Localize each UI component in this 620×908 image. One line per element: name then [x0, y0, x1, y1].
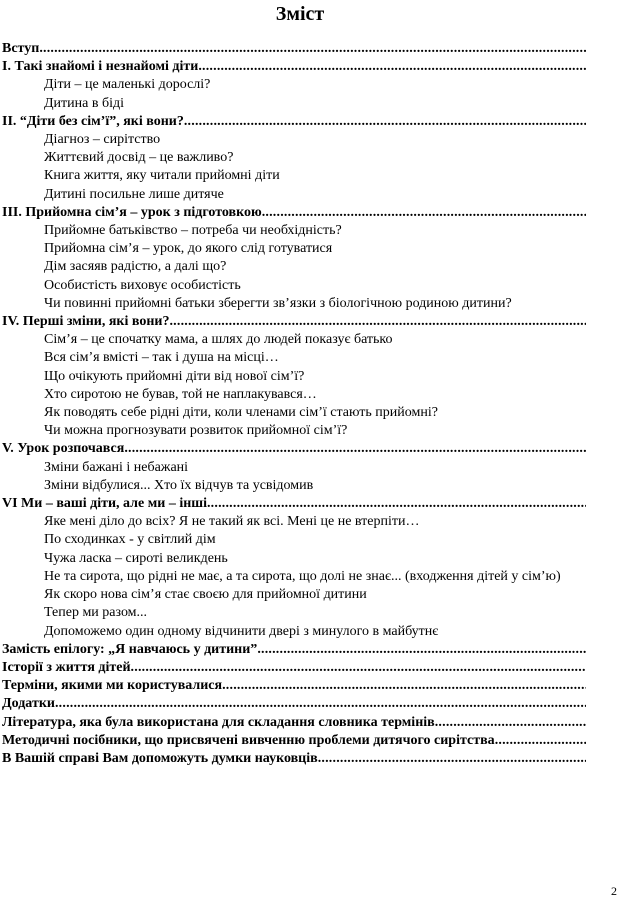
toc-subsection — [2, 149, 586, 167]
toc-subsection — [2, 95, 586, 113]
toc-entry-text: Що очікують прийомні діти від нової сім’ї? — [44, 368, 305, 384]
toc-section — [2, 714, 586, 732]
toc-section — [2, 40, 586, 58]
toc-entry-text: Дитина в біді — [44, 95, 124, 111]
toc-subsection — [2, 404, 586, 422]
toc-subsection — [2, 568, 586, 586]
toc-leader-dots — [257, 641, 586, 659]
toc-section — [2, 58, 586, 76]
toc-section — [2, 440, 586, 458]
toc-entry-text: Як скоро нова сім’я стає своєю для прийомної дитини — [44, 587, 367, 603]
toc-subsection — [2, 586, 586, 604]
toc-section — [2, 695, 586, 713]
toc-subsection — [2, 513, 586, 531]
toc-entry-text: Хто сиротою не бував, той не наплакувався… — [44, 386, 317, 402]
toc-entry-text: III. Прийомна сім’я – урок з підготовкою — [2, 204, 262, 220]
toc-section — [2, 677, 586, 695]
toc-entry-text: Чужа ласка – сироті великдень — [44, 550, 228, 566]
toc-entry-text: Прийомна сім’я – урок, до якого слід готуватися — [44, 241, 333, 257]
toc-leader-dots — [435, 714, 586, 732]
toc-subsection — [2, 222, 586, 240]
toc-subsection — [2, 422, 586, 440]
toc-entry-text: Тепер ми разом... — [44, 605, 148, 621]
toc-subsection — [2, 531, 586, 549]
toc-entry-text: Допоможемо один одному відчинити двері з минулого в майбутнє — [44, 623, 439, 639]
toc-entry-text: Зміни відбулися... Хто їх відчув та усвідомив — [44, 477, 314, 493]
toc-leader-dots — [222, 677, 586, 695]
toc-section — [2, 659, 586, 677]
toc-leader-dots — [169, 313, 586, 331]
toc-entry-text: Додатки — [2, 696, 55, 712]
toc-subsection — [2, 258, 586, 276]
toc-entry-text: Особистість виховує особистість — [44, 277, 241, 293]
toc-entry-text: Не та сирота, що рідні не має, а та сирота, що долі не знає... (входження дітей у сім’ю) — [44, 568, 561, 584]
page-number: 2 — [611, 884, 617, 898]
page-title: Зміст — [275, 3, 325, 25]
toc-entry-text: В Вашій справі Вам допоможуть думки науковців — [2, 750, 318, 766]
toc-subsection — [2, 368, 586, 386]
toc-entry-text: IV. Перші зміни, які вони? — [2, 314, 170, 330]
toc-entry-text: Історії з життя дітей — [2, 659, 131, 675]
toc-entry-text: Терміни, якими ми користувалися — [2, 678, 223, 694]
toc-subsection — [2, 477, 586, 495]
toc-subsection — [2, 76, 586, 94]
toc-entry-text: Зміни бажані і небажані — [44, 459, 189, 475]
toc-leader-dots — [55, 695, 586, 713]
toc-entry-text: Методичні посібники, що присвячені вивченню проблеми дитячого сирітства — [2, 732, 495, 748]
toc-entry-text: Сім’я – це спочатку мама, а шлях до людей показує батько — [44, 332, 393, 348]
toc-entry-text: Як поводять себе рідні діти, коли членами сім’ї стають прийомні? — [44, 405, 438, 421]
toc-subsection — [2, 349, 586, 367]
toc-entry-text: Література, яка була використана для складання словника термінів — [2, 714, 435, 730]
toc-entry-text: Життєвий досвід – це важливо? — [44, 150, 234, 166]
toc-leader-dots — [198, 58, 586, 76]
toc-subsection — [2, 623, 586, 641]
toc-subsection — [2, 604, 586, 622]
toc-subsection — [2, 331, 586, 349]
toc-subsection — [2, 550, 586, 568]
toc-subsection — [2, 186, 586, 204]
toc-subsection — [2, 295, 586, 313]
toc-section — [2, 732, 586, 750]
toc-subsection — [2, 459, 586, 477]
toc-subsection — [2, 167, 586, 185]
toc-leader-dots — [262, 204, 586, 222]
toc-entry-text: Вся сім’я вмісті – так і душа на місці… — [44, 350, 279, 366]
toc-leader-dots — [184, 113, 586, 131]
toc-entry-text: V. Урок розпочався — [2, 441, 125, 457]
toc-leader-dots — [318, 750, 586, 768]
toc-leader-dots — [39, 40, 586, 58]
toc-section — [2, 641, 586, 659]
toc-entry-text: Прийомне батьківство – потреба чи необхідність? — [44, 223, 342, 239]
toc-entry-text: I. Такі знайомі і незнайомі діти — [2, 59, 199, 75]
toc-entry-text: Вступ — [2, 41, 40, 56]
toc-leader-dots — [131, 659, 586, 677]
toc-section — [2, 113, 586, 131]
toc-subsection — [2, 277, 586, 295]
toc-entry-text: Чи повинні прийомні батьки зберегти зв’язки з біологічною родиною дитини? — [44, 295, 512, 311]
toc-entry-text: По сходинках - у світлий дім — [44, 532, 216, 548]
toc-entry-text: Книга життя, яку читали прийомні діти — [44, 168, 280, 184]
toc-entry-text: Яке мені діло до всіх? Я не такий як всі. Мені це не втерпіти… — [44, 514, 420, 530]
toc-entry-text: VI Ми – ваші діти, але ми – інші — [2, 496, 207, 512]
toc-entry-text: II. “Діти без сім’ї”, які вони? — [2, 113, 184, 129]
toc-entry-text: Дитині посильне лише дитяче — [44, 186, 224, 202]
toc-entry-text: Дім засяяв радістю, а далі що? — [44, 259, 227, 275]
toc-subsection — [2, 131, 586, 149]
toc-subsection — [2, 386, 586, 404]
toc-section — [2, 495, 586, 513]
toc-leader-dots — [207, 495, 586, 513]
toc-leader-dots — [124, 440, 586, 458]
toc-leader-dots — [495, 732, 586, 750]
toc-subsection — [2, 240, 586, 258]
toc-entry-text: Замість епілогу: „Я навчаюсь у дитини” — [2, 641, 258, 657]
toc-entry-text: Чи можна прогнозувати розвиток прийомної сім’ї? — [44, 423, 348, 439]
toc-section — [2, 313, 586, 331]
table-of-contents — [2, 40, 586, 768]
toc-section — [2, 204, 586, 222]
toc-entry-text: Діти – це маленькі дорослі? — [44, 77, 211, 93]
toc-entry-text: Діагноз – сирітство — [44, 132, 161, 148]
toc-section — [2, 750, 586, 768]
